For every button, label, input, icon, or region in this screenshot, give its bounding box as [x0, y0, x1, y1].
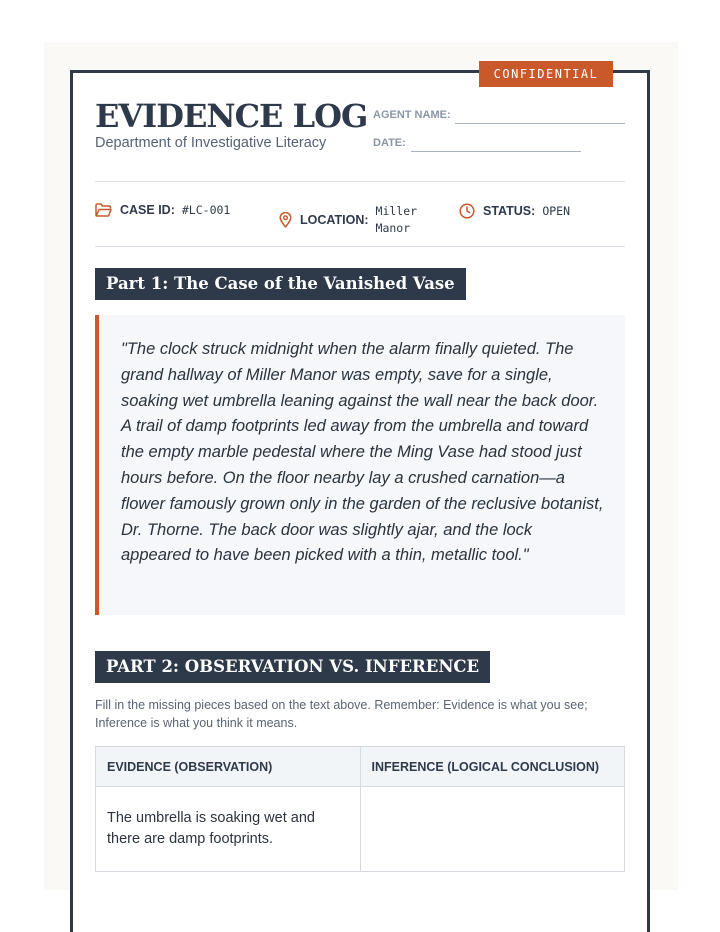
status-label: STATUS:	[483, 204, 536, 218]
evidence-table	[95, 746, 625, 872]
location-label: LOCATION:	[300, 213, 369, 227]
location-item	[279, 203, 434, 237]
divider	[95, 246, 625, 247]
folder-icon	[95, 203, 112, 217]
part1-heading: Part 1: The Case of the Vanished Vase	[95, 268, 466, 300]
status-value: OPEN	[542, 204, 571, 218]
case-id-value: #LC-001	[181, 203, 231, 217]
map-pin-icon	[279, 212, 292, 228]
part2-heading: PART 2: OBSERVATION VS. INFERENCE	[95, 651, 490, 683]
case-id-item	[95, 203, 230, 217]
inference-column-header: INFERENCE (LOGICAL CONCLUSION)	[360, 747, 625, 787]
inference-cell[interactable]	[360, 787, 625, 872]
instructions-text: Fill in the missing pieces based on the text above. Remember: Evidence is what you see; Inference is what you think it means.	[95, 698, 588, 730]
evidence-column-header: EVIDENCE (OBSERVATION)	[96, 747, 361, 787]
agent-name-field[interactable]	[455, 123, 625, 124]
clock-icon	[459, 203, 475, 219]
passage-text: "The clock struck midnight when the alarm finally quieted. The grand hallway of Miller Manor was empty, save for a single, soaking wet umbrella leaning against the wall near the back door. A trail of damp footprints led away from the umbrella and toward the empty marble pedestal where the Ming Vase had stood just hours before. On the floor nearby lay a crushed carnation—a flower famously grown only in the garden of the reclusive botanist, Dr. Thorne. The back door was slightly ajar, and the lock appeared to have been picked with a thin, metallic tool."	[121, 340, 604, 565]
confidential-stamp: CONFIDENTIAL	[479, 61, 613, 87]
table-header-row	[96, 747, 625, 787]
divider	[95, 181, 625, 182]
date-label: DATE:	[373, 137, 406, 149]
table-row	[96, 787, 625, 872]
date-field[interactable]	[411, 151, 581, 152]
page-title: EVIDENCE LOG	[95, 97, 368, 135]
agent-name-label: AGENT NAME:	[373, 109, 451, 121]
status-item	[459, 203, 570, 219]
evidence-cell: The umbrella is soaking wet and there are damp footprints.	[96, 787, 361, 872]
case-passage	[95, 315, 625, 615]
department-subtitle: Department of Investigative Literacy	[95, 135, 327, 151]
evidence-log-sheet	[70, 67, 650, 932]
case-id-label: CASE ID:	[120, 203, 175, 217]
location-value: Miller Manor	[375, 204, 418, 235]
